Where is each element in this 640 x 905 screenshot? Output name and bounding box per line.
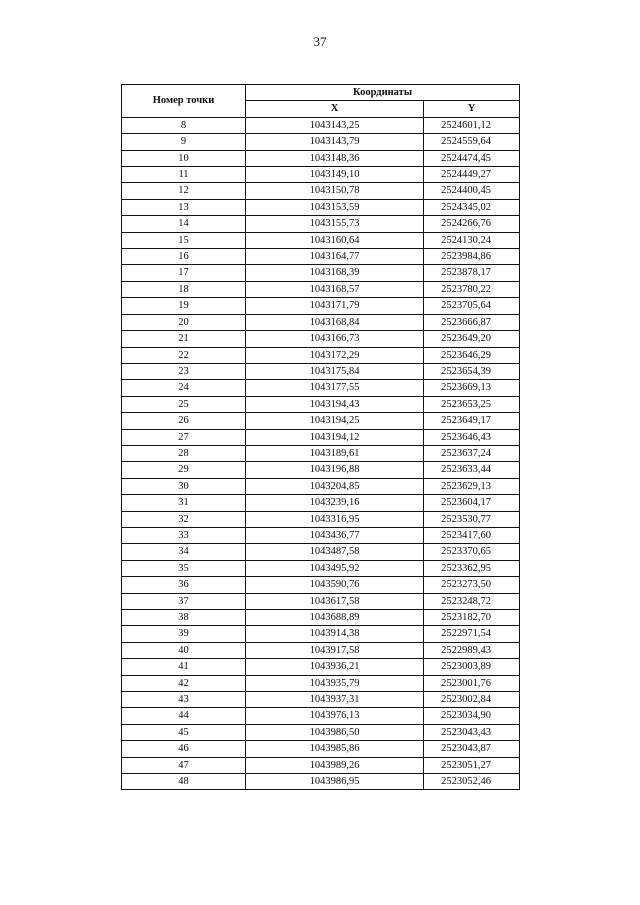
point-number-cell: 42: [122, 675, 246, 691]
table-row: [122, 216, 520, 232]
y-coordinate-cell: 2523182,70: [424, 610, 520, 626]
point-number-cell: 28: [122, 445, 246, 461]
x-coordinate-cell: 1043976,13: [246, 708, 424, 724]
y-coordinate-cell: 2523646,29: [424, 347, 520, 363]
y-coordinate-cell: 2522989,43: [424, 642, 520, 658]
point-number-cell: 11: [122, 167, 246, 183]
y-coordinate-cell: 2522971,54: [424, 626, 520, 642]
point-number-cell: 18: [122, 281, 246, 297]
point-number-cell: 48: [122, 774, 246, 790]
table-row: [122, 232, 520, 248]
y-coordinate-cell: 2524130,24: [424, 232, 520, 248]
table-row: [122, 380, 520, 396]
point-number-cell: 25: [122, 396, 246, 412]
x-coordinate-cell: 1043194,43: [246, 396, 424, 412]
table-row: [122, 724, 520, 740]
y-coordinate-cell: 2524266,76: [424, 216, 520, 232]
point-number-cell: 31: [122, 495, 246, 511]
x-coordinate-cell: 1043153,59: [246, 199, 424, 215]
x-coordinate-cell: 1043936,21: [246, 659, 424, 675]
header-point-number: Номер точки: [122, 85, 246, 118]
point-number-cell: 27: [122, 429, 246, 445]
x-coordinate-cell: 1043590,76: [246, 577, 424, 593]
y-coordinate-cell: 2523984,86: [424, 249, 520, 265]
y-coordinate-cell: 2523633,44: [424, 462, 520, 478]
point-number-cell: 22: [122, 347, 246, 363]
y-coordinate-cell: 2523043,43: [424, 724, 520, 740]
table-row: [122, 593, 520, 609]
x-coordinate-cell: 1043177,55: [246, 380, 424, 396]
coordinates-table: [121, 84, 520, 790]
x-coordinate-cell: 1043986,50: [246, 724, 424, 740]
table-row: [122, 363, 520, 379]
table-row: [122, 511, 520, 527]
y-coordinate-cell: 2523669,13: [424, 380, 520, 396]
point-number-cell: 9: [122, 134, 246, 150]
x-coordinate-cell: 1043143,25: [246, 117, 424, 133]
page-number: 37: [313, 34, 327, 49]
point-number-cell: 45: [122, 724, 246, 740]
table-body: [122, 117, 520, 790]
y-coordinate-cell: 2523043,87: [424, 741, 520, 757]
table-row: [122, 249, 520, 265]
x-coordinate-cell: 1043986,95: [246, 774, 424, 790]
point-number-cell: 16: [122, 249, 246, 265]
table-row: [122, 331, 520, 347]
y-coordinate-cell: 2523649,17: [424, 413, 520, 429]
point-number-cell: 12: [122, 183, 246, 199]
y-coordinate-cell: 2524474,45: [424, 150, 520, 166]
x-coordinate-cell: 1043168,39: [246, 265, 424, 281]
x-coordinate-cell: 1043172,29: [246, 347, 424, 363]
x-coordinate-cell: 1043175,84: [246, 363, 424, 379]
x-coordinate-cell: 1043985,86: [246, 741, 424, 757]
y-coordinate-cell: 2523052,46: [424, 774, 520, 790]
y-coordinate-cell: 2523878,17: [424, 265, 520, 281]
x-coordinate-cell: 1043168,84: [246, 314, 424, 330]
table-row: [122, 413, 520, 429]
y-coordinate-cell: 2523370,65: [424, 544, 520, 560]
table-row: [122, 199, 520, 215]
table-row: [122, 774, 520, 790]
table-row: [122, 757, 520, 773]
table-row: [122, 675, 520, 691]
table-row: [122, 626, 520, 642]
table-row: [122, 692, 520, 708]
point-number-cell: 19: [122, 298, 246, 314]
table-row: [122, 265, 520, 281]
x-coordinate-cell: 1043989,26: [246, 757, 424, 773]
table-row: [122, 150, 520, 166]
point-number-cell: 29: [122, 462, 246, 478]
point-number-cell: 21: [122, 331, 246, 347]
x-coordinate-cell: 1043937,31: [246, 692, 424, 708]
y-coordinate-cell: 2523273,50: [424, 577, 520, 593]
x-coordinate-cell: 1043150,78: [246, 183, 424, 199]
x-coordinate-cell: 1043914,38: [246, 626, 424, 642]
point-number-cell: 37: [122, 593, 246, 609]
x-coordinate-cell: 1043155,73: [246, 216, 424, 232]
point-number-cell: 44: [122, 708, 246, 724]
x-coordinate-cell: 1043495,92: [246, 560, 424, 576]
table-row: [122, 117, 520, 133]
table-row: [122, 544, 520, 560]
point-number-cell: 15: [122, 232, 246, 248]
x-coordinate-cell: 1043189,61: [246, 445, 424, 461]
table-row: [122, 462, 520, 478]
table-row: [122, 610, 520, 626]
y-coordinate-cell: 2524559,64: [424, 134, 520, 150]
x-coordinate-cell: 1043917,58: [246, 642, 424, 658]
point-number-cell: 33: [122, 527, 246, 543]
point-number-cell: 20: [122, 314, 246, 330]
point-number-cell: 24: [122, 380, 246, 396]
x-coordinate-cell: 1043194,25: [246, 413, 424, 429]
table-row: [122, 527, 520, 543]
y-coordinate-cell: 2523248,72: [424, 593, 520, 609]
table-row: [122, 429, 520, 445]
point-number-cell: 32: [122, 511, 246, 527]
table-row: [122, 708, 520, 724]
table-row: [122, 495, 520, 511]
y-coordinate-cell: 2523530,77: [424, 511, 520, 527]
point-number-cell: 40: [122, 642, 246, 658]
table-row: [122, 741, 520, 757]
table-row: [122, 347, 520, 363]
x-coordinate-cell: 1043487,58: [246, 544, 424, 560]
y-coordinate-cell: 2523654,39: [424, 363, 520, 379]
point-number-cell: 46: [122, 741, 246, 757]
table-row: [122, 167, 520, 183]
table-row: [122, 314, 520, 330]
point-number-cell: 47: [122, 757, 246, 773]
y-coordinate-cell: 2523637,24: [424, 445, 520, 461]
y-coordinate-cell: 2523417,60: [424, 527, 520, 543]
header-x: X: [246, 101, 424, 117]
y-coordinate-cell: 2523604,17: [424, 495, 520, 511]
y-coordinate-cell: 2523001,76: [424, 675, 520, 691]
y-coordinate-cell: 2524345,02: [424, 199, 520, 215]
table-row: [122, 134, 520, 150]
table-row: [122, 396, 520, 412]
x-coordinate-cell: 1043239,16: [246, 495, 424, 511]
point-number-cell: 36: [122, 577, 246, 593]
header-coordinates: Координаты: [246, 85, 520, 101]
x-coordinate-cell: 1043143,79: [246, 134, 424, 150]
y-coordinate-cell: 2523649,20: [424, 331, 520, 347]
point-number-cell: 30: [122, 478, 246, 494]
header-y: Y: [424, 101, 520, 117]
x-coordinate-cell: 1043204,85: [246, 478, 424, 494]
point-number-cell: 41: [122, 659, 246, 675]
point-number-cell: 34: [122, 544, 246, 560]
x-coordinate-cell: 1043149,10: [246, 167, 424, 183]
y-coordinate-cell: 2523653,25: [424, 396, 520, 412]
y-coordinate-cell: 2523705,64: [424, 298, 520, 314]
x-coordinate-cell: 1043160,64: [246, 232, 424, 248]
y-coordinate-cell: 2524449,27: [424, 167, 520, 183]
point-number-cell: 10: [122, 150, 246, 166]
point-number-cell: 43: [122, 692, 246, 708]
x-coordinate-cell: 1043935,79: [246, 675, 424, 691]
table-row: [122, 560, 520, 576]
x-coordinate-cell: 1043316,95: [246, 511, 424, 527]
point-number-cell: 39: [122, 626, 246, 642]
table-row: [122, 183, 520, 199]
y-coordinate-cell: 2523051,27: [424, 757, 520, 773]
table-row: [122, 281, 520, 297]
x-coordinate-cell: 1043166,73: [246, 331, 424, 347]
point-number-cell: 38: [122, 610, 246, 626]
x-coordinate-cell: 1043194,12: [246, 429, 424, 445]
point-number-cell: 8: [122, 117, 246, 133]
table-row: [122, 445, 520, 461]
table-row: [122, 478, 520, 494]
y-coordinate-cell: 2523003,89: [424, 659, 520, 675]
x-coordinate-cell: 1043436,77: [246, 527, 424, 543]
point-number-cell: 14: [122, 216, 246, 232]
point-number-cell: 35: [122, 560, 246, 576]
x-coordinate-cell: 1043196,88: [246, 462, 424, 478]
table-row: [122, 577, 520, 593]
table-row: [122, 642, 520, 658]
point-number-cell: 26: [122, 413, 246, 429]
y-coordinate-cell: 2523646,43: [424, 429, 520, 445]
y-coordinate-cell: 2524400,45: [424, 183, 520, 199]
x-coordinate-cell: 1043617,58: [246, 593, 424, 609]
x-coordinate-cell: 1043688,89: [246, 610, 424, 626]
point-number-cell: 23: [122, 363, 246, 379]
x-coordinate-cell: 1043164,77: [246, 249, 424, 265]
y-coordinate-cell: 2523034,90: [424, 708, 520, 724]
x-coordinate-cell: 1043168,57: [246, 281, 424, 297]
y-coordinate-cell: 2523629,13: [424, 478, 520, 494]
x-coordinate-cell: 1043171,79: [246, 298, 424, 314]
y-coordinate-cell: 2523362,95: [424, 560, 520, 576]
table-row: [122, 298, 520, 314]
x-coordinate-cell: 1043148,36: [246, 150, 424, 166]
point-number-cell: 17: [122, 265, 246, 281]
y-coordinate-cell: 2523666,87: [424, 314, 520, 330]
y-coordinate-cell: 2523002,84: [424, 692, 520, 708]
y-coordinate-cell: 2524601,12: [424, 117, 520, 133]
table-row: [122, 659, 520, 675]
y-coordinate-cell: 2523780,22: [424, 281, 520, 297]
point-number-cell: 13: [122, 199, 246, 215]
